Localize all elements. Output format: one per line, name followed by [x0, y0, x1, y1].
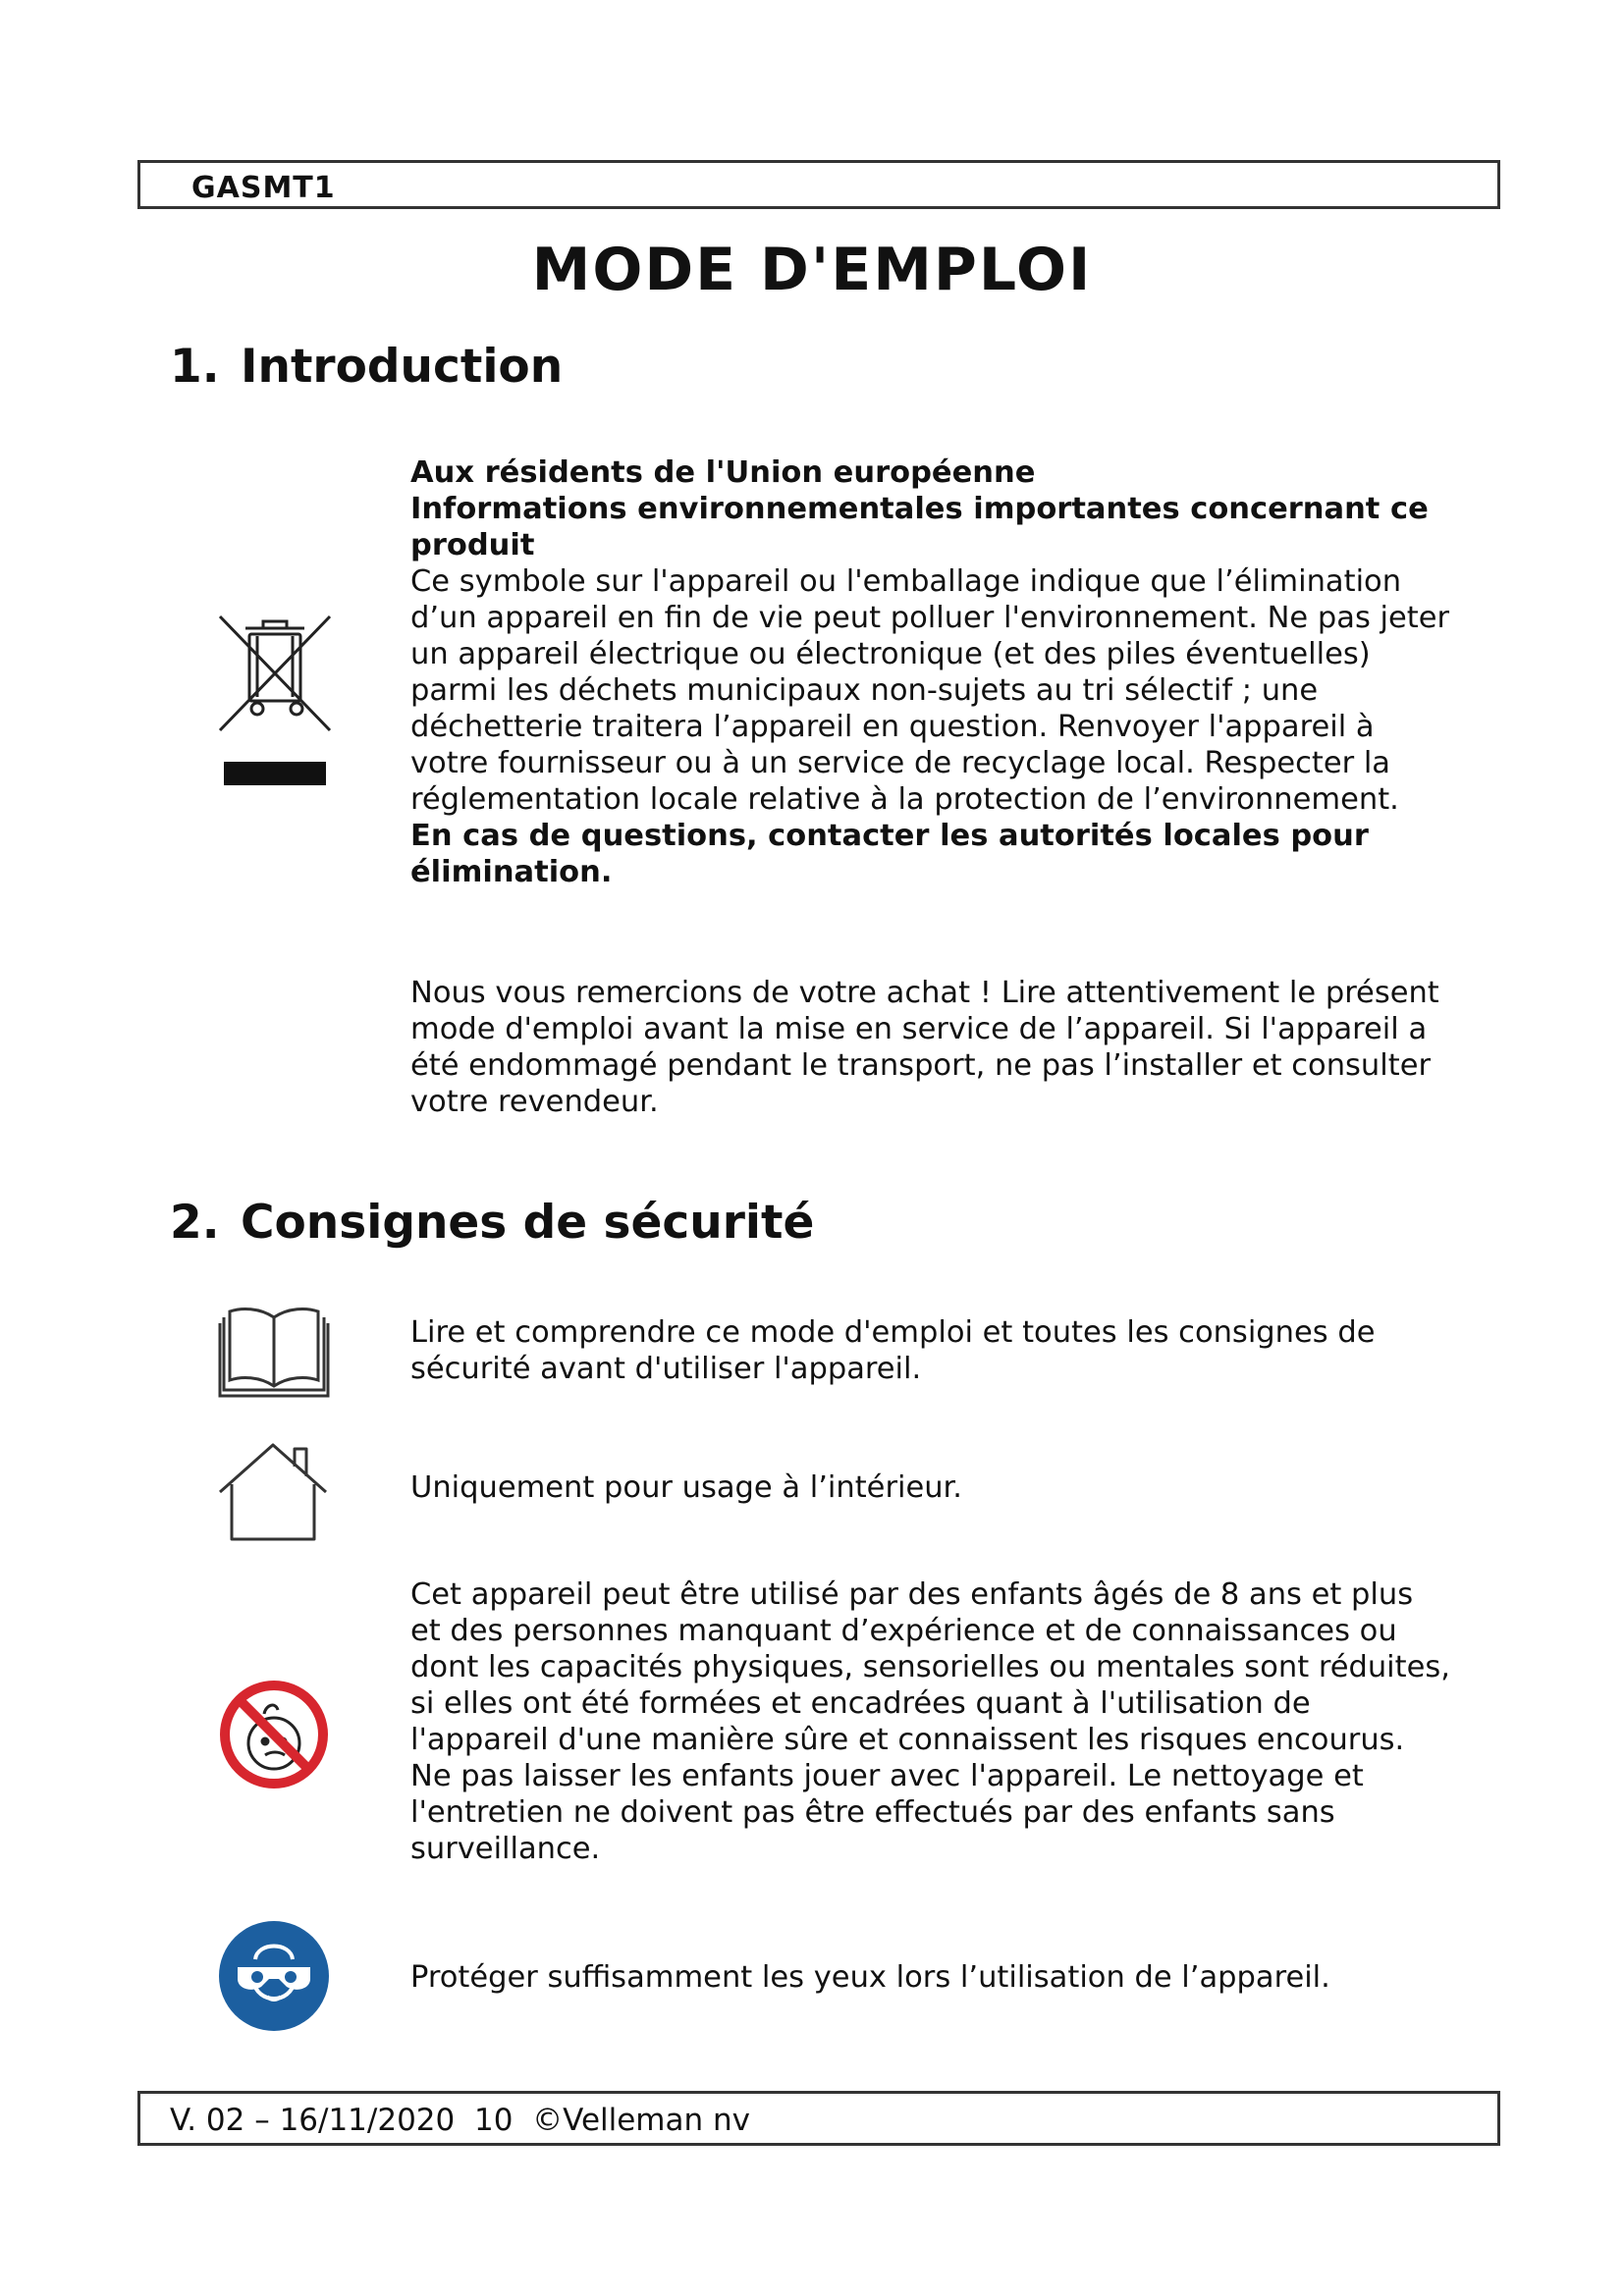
- eye-protection-icon: [218, 1920, 330, 2036]
- footer-box: [137, 2091, 1500, 2146]
- no-children-icon: [218, 1679, 330, 1794]
- safety-text: Uniquement pour usage à l’intérieur.: [410, 1470, 962, 1505]
- safety-text: Lire et comprendre ce mode d'emploi et toutes les consignes de sécurité avant d'utiliser l'appareil.: [410, 1315, 1376, 1386]
- footer-page-number: 10: [473, 2103, 514, 2138]
- header-box: [137, 160, 1500, 209]
- eu-notice-heading: Aux résidents de l'Union européenne: [410, 455, 1036, 490]
- book-icon: [216, 1304, 332, 1402]
- safety-item-read-manual: [410, 1314, 1451, 1387]
- footer-copyright: ©Velleman nv: [532, 2103, 750, 2138]
- safety-item-children: [410, 1576, 1451, 1867]
- eu-notice-body: Ce symbole sur l'appareil ou l'emballage indique que l’élimination d’un appareil en fin de vie peut polluer l'environnement. Ne pas jeter un appareil électrique ou électronique (et des piles éventuelles) parmi les déchets municipaux non-sujets au tri sélectif ; une déchetterie traitera l’appareil en question. Renvoyer l'appareil à votre fournisseur ou à un service de recyclage local. Respecter la réglementation locale relative à la protection de l’environnement.: [410, 564, 1450, 817]
- section-heading-safety: [170, 1196, 814, 1250]
- eu-notice-subheading: Informations environnementales importantes concernant ce produit: [410, 492, 1429, 562]
- product-code: GASMT1: [191, 171, 336, 205]
- thanks-text: Nous vous remercions de votre achat ! Lire attentivement le présent mode d'emploi avant la mise en service de l’appareil. Si l'appareil a été endommagé pendant le transport, ne pas l’installer et consulter votre revendeur.: [410, 976, 1439, 1119]
- eu-notice-closing: En cas de questions, contacter les autorités locales pour élimination.: [410, 819, 1369, 889]
- weee-bin-icon: [214, 609, 336, 789]
- section-number: 2.: [170, 1196, 220, 1250]
- page-title: MODE D'EMPLOI: [531, 236, 1093, 304]
- section-number: 1.: [170, 340, 220, 394]
- footer: [170, 2103, 750, 2138]
- safety-item-eye-protection: [410, 1959, 1451, 1996]
- safety-item-indoor: [410, 1469, 1451, 1506]
- eu-notice: [410, 454, 1451, 890]
- house-icon: [216, 1441, 330, 1547]
- safety-text: Cet appareil peut être utilisé par des enfants âgés de 8 ans et plus et des personnes manquant d’expérience et de connaissances ou dont les capacités physiques, sensorielles ou mentales sont réduites, si elles ont été formées et encadrées quant à l'utilisation de l'appareil d'une manière sûre et connaissent les risques encourus. Ne pas laisser les enfants jouer avec l'appareil. Le nettoyage et l'entretien ne doivent pas être effectués par des enfants sans surveillance.: [410, 1577, 1450, 1866]
- footer-version: V. 02 – 16/11/2020: [170, 2103, 456, 2138]
- section-heading-introduction: [170, 340, 563, 394]
- safety-text: Protéger suffisamment les yeux lors l’utilisation de l’appareil.: [410, 1960, 1330, 1995]
- section-title: Introduction: [241, 340, 564, 394]
- thanks-paragraph: [410, 975, 1451, 1120]
- section-title: Consignes de sécurité: [241, 1196, 815, 1250]
